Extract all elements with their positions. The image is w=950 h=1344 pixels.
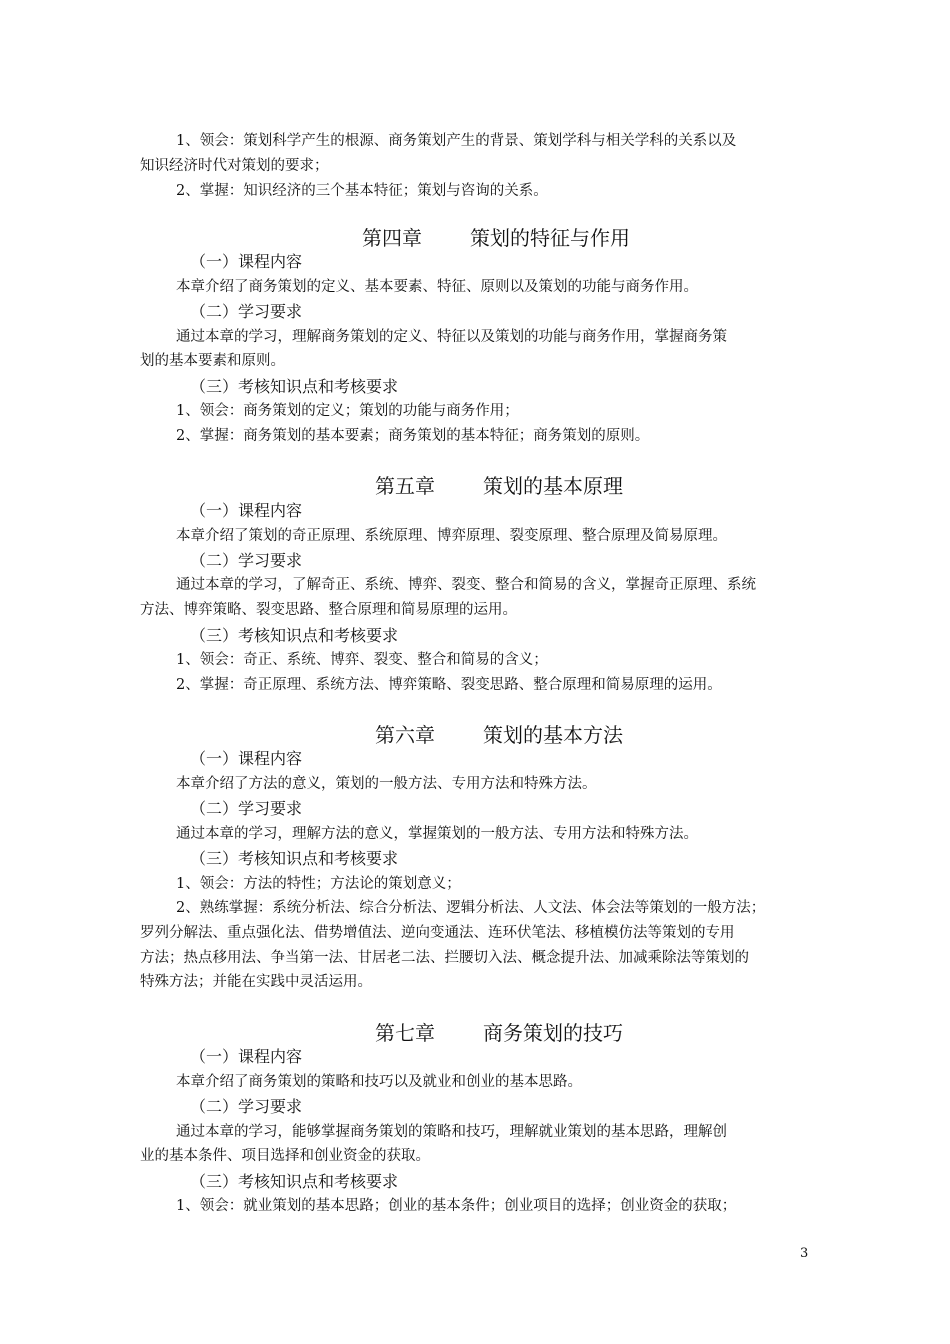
paragraph-line: 2、熟练掌握：系统分析法、综合分析法、逻辑分析法、人文法、体会法等策划的一般方法； [176,900,766,916]
page-number: 3 [800,1246,809,1261]
chapter-heading [375,1019,623,1047]
section-subheading: （三）考核知识点和考核要求 [190,1172,399,1191]
paragraph-line: 2、掌握：知识经济的三个基本特征；策划与咨询的关系。 [176,183,548,199]
chapter-heading [375,472,623,500]
chapter-number: 第七章 [375,1021,435,1045]
paragraph-line: 通过本章的学习，了解奇正、系统、博弈、裂变、整合和简易的含义，掌握奇正原理、系统 [176,577,756,593]
paragraph-line: 知识经济时代对策划的要求； [140,158,329,174]
paragraph-line: 1、领会：就业策划的基本思路；创业的基本条件；创业项目的选择；创业资金的获取； [176,1198,737,1214]
section-subheading: （二）学习要求 [190,302,303,321]
paragraph-line: 方法；热点移用法、争当第一法、甘居老二法、拦腰切入法、概念提升法、加减乘除法等策划的 [140,950,749,966]
paragraph-line: 本章介绍了商务策划的策略和技巧以及就业和创业的基本思路。 [176,1074,582,1090]
section-subheading: （二）学习要求 [190,799,303,818]
section-subheading: （三）考核知识点和考核要求 [190,626,399,645]
chapter-title: 策划的特征与作用 [470,226,630,250]
section-subheading: （三）考核知识点和考核要求 [190,849,399,868]
paragraph-line: 1、领会：策划科学产生的根源、商务策划产生的背景、策划学科与相关学科的关系以及 [176,133,737,149]
paragraph-line: 1、领会：商务策划的定义；策划的功能与商务作用； [176,403,519,419]
section-subheading: （二）学习要求 [190,551,303,570]
chapter-number: 第五章 [375,474,435,498]
paragraph-line: 通过本章的学习，理解方法的意义，掌握策划的一般方法、专用方法和特殊方法。 [176,826,698,842]
paragraph-line: 本章介绍了商务策划的定义、基本要素、特征、原则以及策划的功能与商务作用。 [176,279,698,295]
paragraph-line: 本章介绍了方法的意义，策划的一般方法、专用方法和特殊方法。 [176,776,597,792]
paragraph-line: 2、掌握：奇正原理、系统方法、博弈策略、裂变思路、整合原理和简易原理的运用。 [176,677,722,693]
chapter-number: 第四章 [362,226,422,250]
section-subheading: （一）课程内容 [190,749,303,768]
paragraph-line: 1、领会：方法的特性；方法论的策划意义； [176,876,461,892]
paragraph-line: 2、掌握：商务策划的基本要素；商务策划的基本特征；商务策划的原则。 [176,428,650,444]
section-subheading: （一）课程内容 [190,252,303,271]
chapter-number: 第六章 [375,723,435,747]
chapter-title: 商务策划的技巧 [483,1021,623,1045]
paragraph-line: 1、领会：奇正、系统、博弈、裂变、整合和简易的含义； [176,652,548,668]
chapter-heading [375,721,623,749]
section-subheading: （三）考核知识点和考核要求 [190,377,399,396]
section-subheading: （一）课程内容 [190,1047,303,1066]
chapter-title: 策划的基本方法 [483,723,623,747]
paragraph-line: 罗列分解法、重点强化法、借势增值法、逆向变通法、连环伏笔法、移植模仿法等策划的专用 [140,925,735,941]
paragraph-line: 方法、博弈策略、裂变思路、整合原理和简易原理的运用。 [140,602,517,618]
paragraph-line: 划的基本要素和原则。 [140,353,285,369]
chapter-title: 策划的基本原理 [483,474,623,498]
paragraph-line: 本章介绍了策划的奇正原理、系统原理、博弈原理、裂变原理、整合原理及简易原理。 [176,528,727,544]
paragraph-line: 业的基本条件、项目选择和创业资金的获取。 [140,1148,430,1164]
chapter-heading [362,224,630,252]
paragraph-line: 通过本章的学习，能够掌握商务策划的策略和技巧，理解就业策划的基本思路，理解创 [176,1124,727,1140]
paragraph-line: 通过本章的学习，理解商务策划的定义、特征以及策划的功能与商务作用，掌握商务策 [176,329,727,345]
section-subheading: （一）课程内容 [190,501,303,520]
paragraph-line: 特殊方法；并能在实践中灵活运用。 [140,974,372,990]
section-subheading: （二）学习要求 [190,1097,303,1116]
